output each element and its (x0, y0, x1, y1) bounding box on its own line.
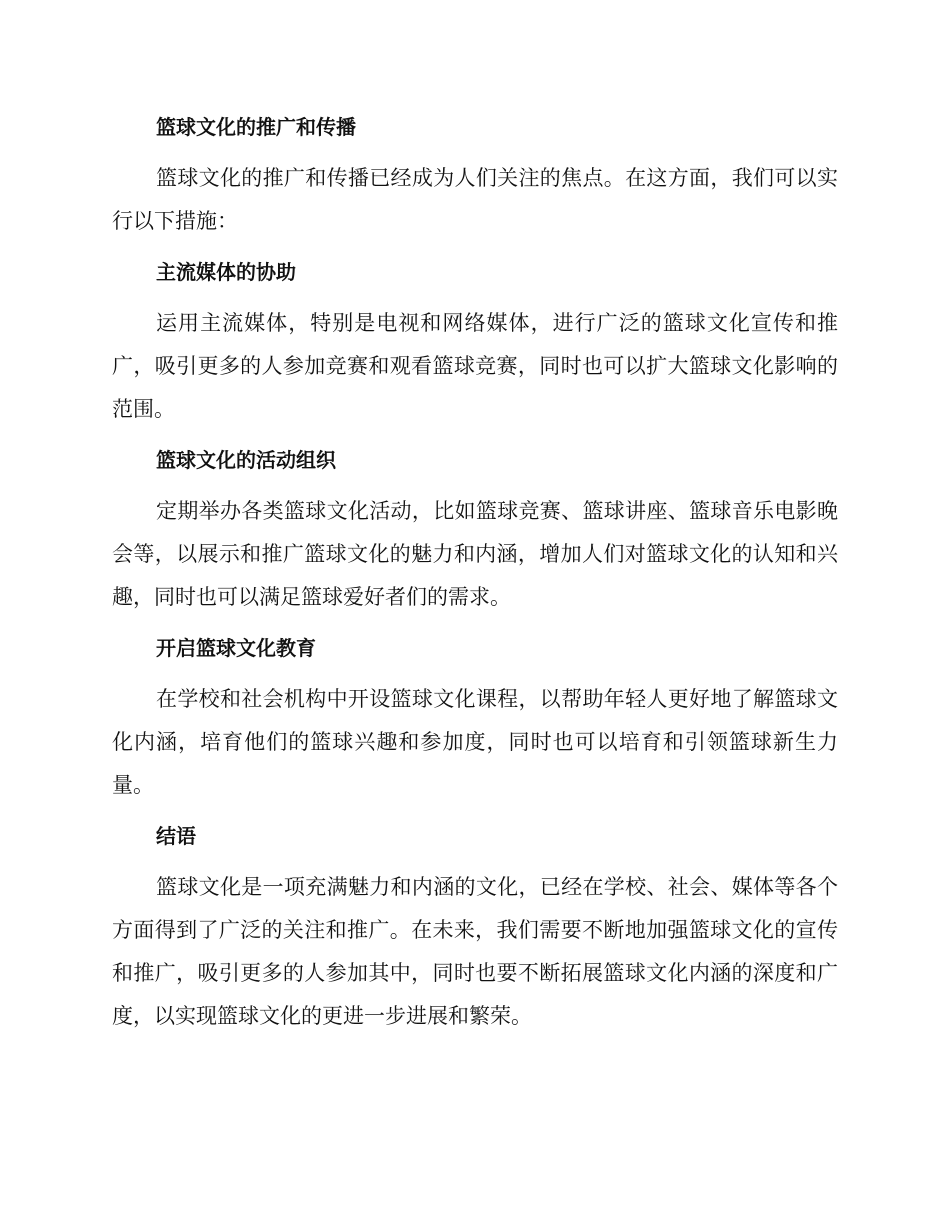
section-heading: 开启篮球文化教育 (156, 636, 316, 660)
section-paragraph: 定期举办各类篮球文化活动，比如篮球竞赛、篮球讲座、篮球音乐电影晚会等，以展示和推广篮球文化的魅力和内涵，增加人们对篮球文化的认知和兴趣，同时也可以满足篮球爱好者们的需求。 (112, 499, 838, 609)
section-activities (112, 439, 838, 619)
section-promotion (112, 106, 838, 243)
section-education (112, 627, 838, 807)
section-media (112, 251, 838, 431)
section-paragraph: 在学校和社会机构中开设篮球文化课程，以帮助年轻人更好地了解篮球文化内涵，培育他们的篮球兴趣和参加度，同时也可以培育和引领篮球新生力量。 (112, 687, 838, 797)
section-paragraph: 篮球文化是一项充满魅力和内涵的文化，已经在学校、社会、媒体等各个方面得到了广泛的关注和推广。在未来，我们需要不断地加强篮球文化的宣传和推广，吸引更多的人参加其中，同时也要不断拓展篮球文化内涵的深度和广度，以实现篮球文化的更进一步进展和繁荣。 (112, 875, 838, 1028)
section-paragraph: 篮球文化的推广和传播已经成为人们关注的焦点。在这方面，我们可以实行以下措施： (112, 166, 838, 233)
section-heading: 主流媒体的协助 (156, 260, 296, 284)
section-heading: 篮球文化的推广和传播 (156, 115, 356, 139)
section-heading: 结语 (156, 824, 196, 848)
section-conclusion (112, 815, 838, 1038)
section-paragraph: 运用主流媒体，特别是电视和网络媒体，进行广泛的篮球文化宣传和推广，吸引更多的人参加竞赛和观看篮球竞赛，同时也可以扩大篮球文化影响的范围。 (112, 311, 838, 421)
section-heading: 篮球文化的活动组织 (156, 448, 336, 472)
